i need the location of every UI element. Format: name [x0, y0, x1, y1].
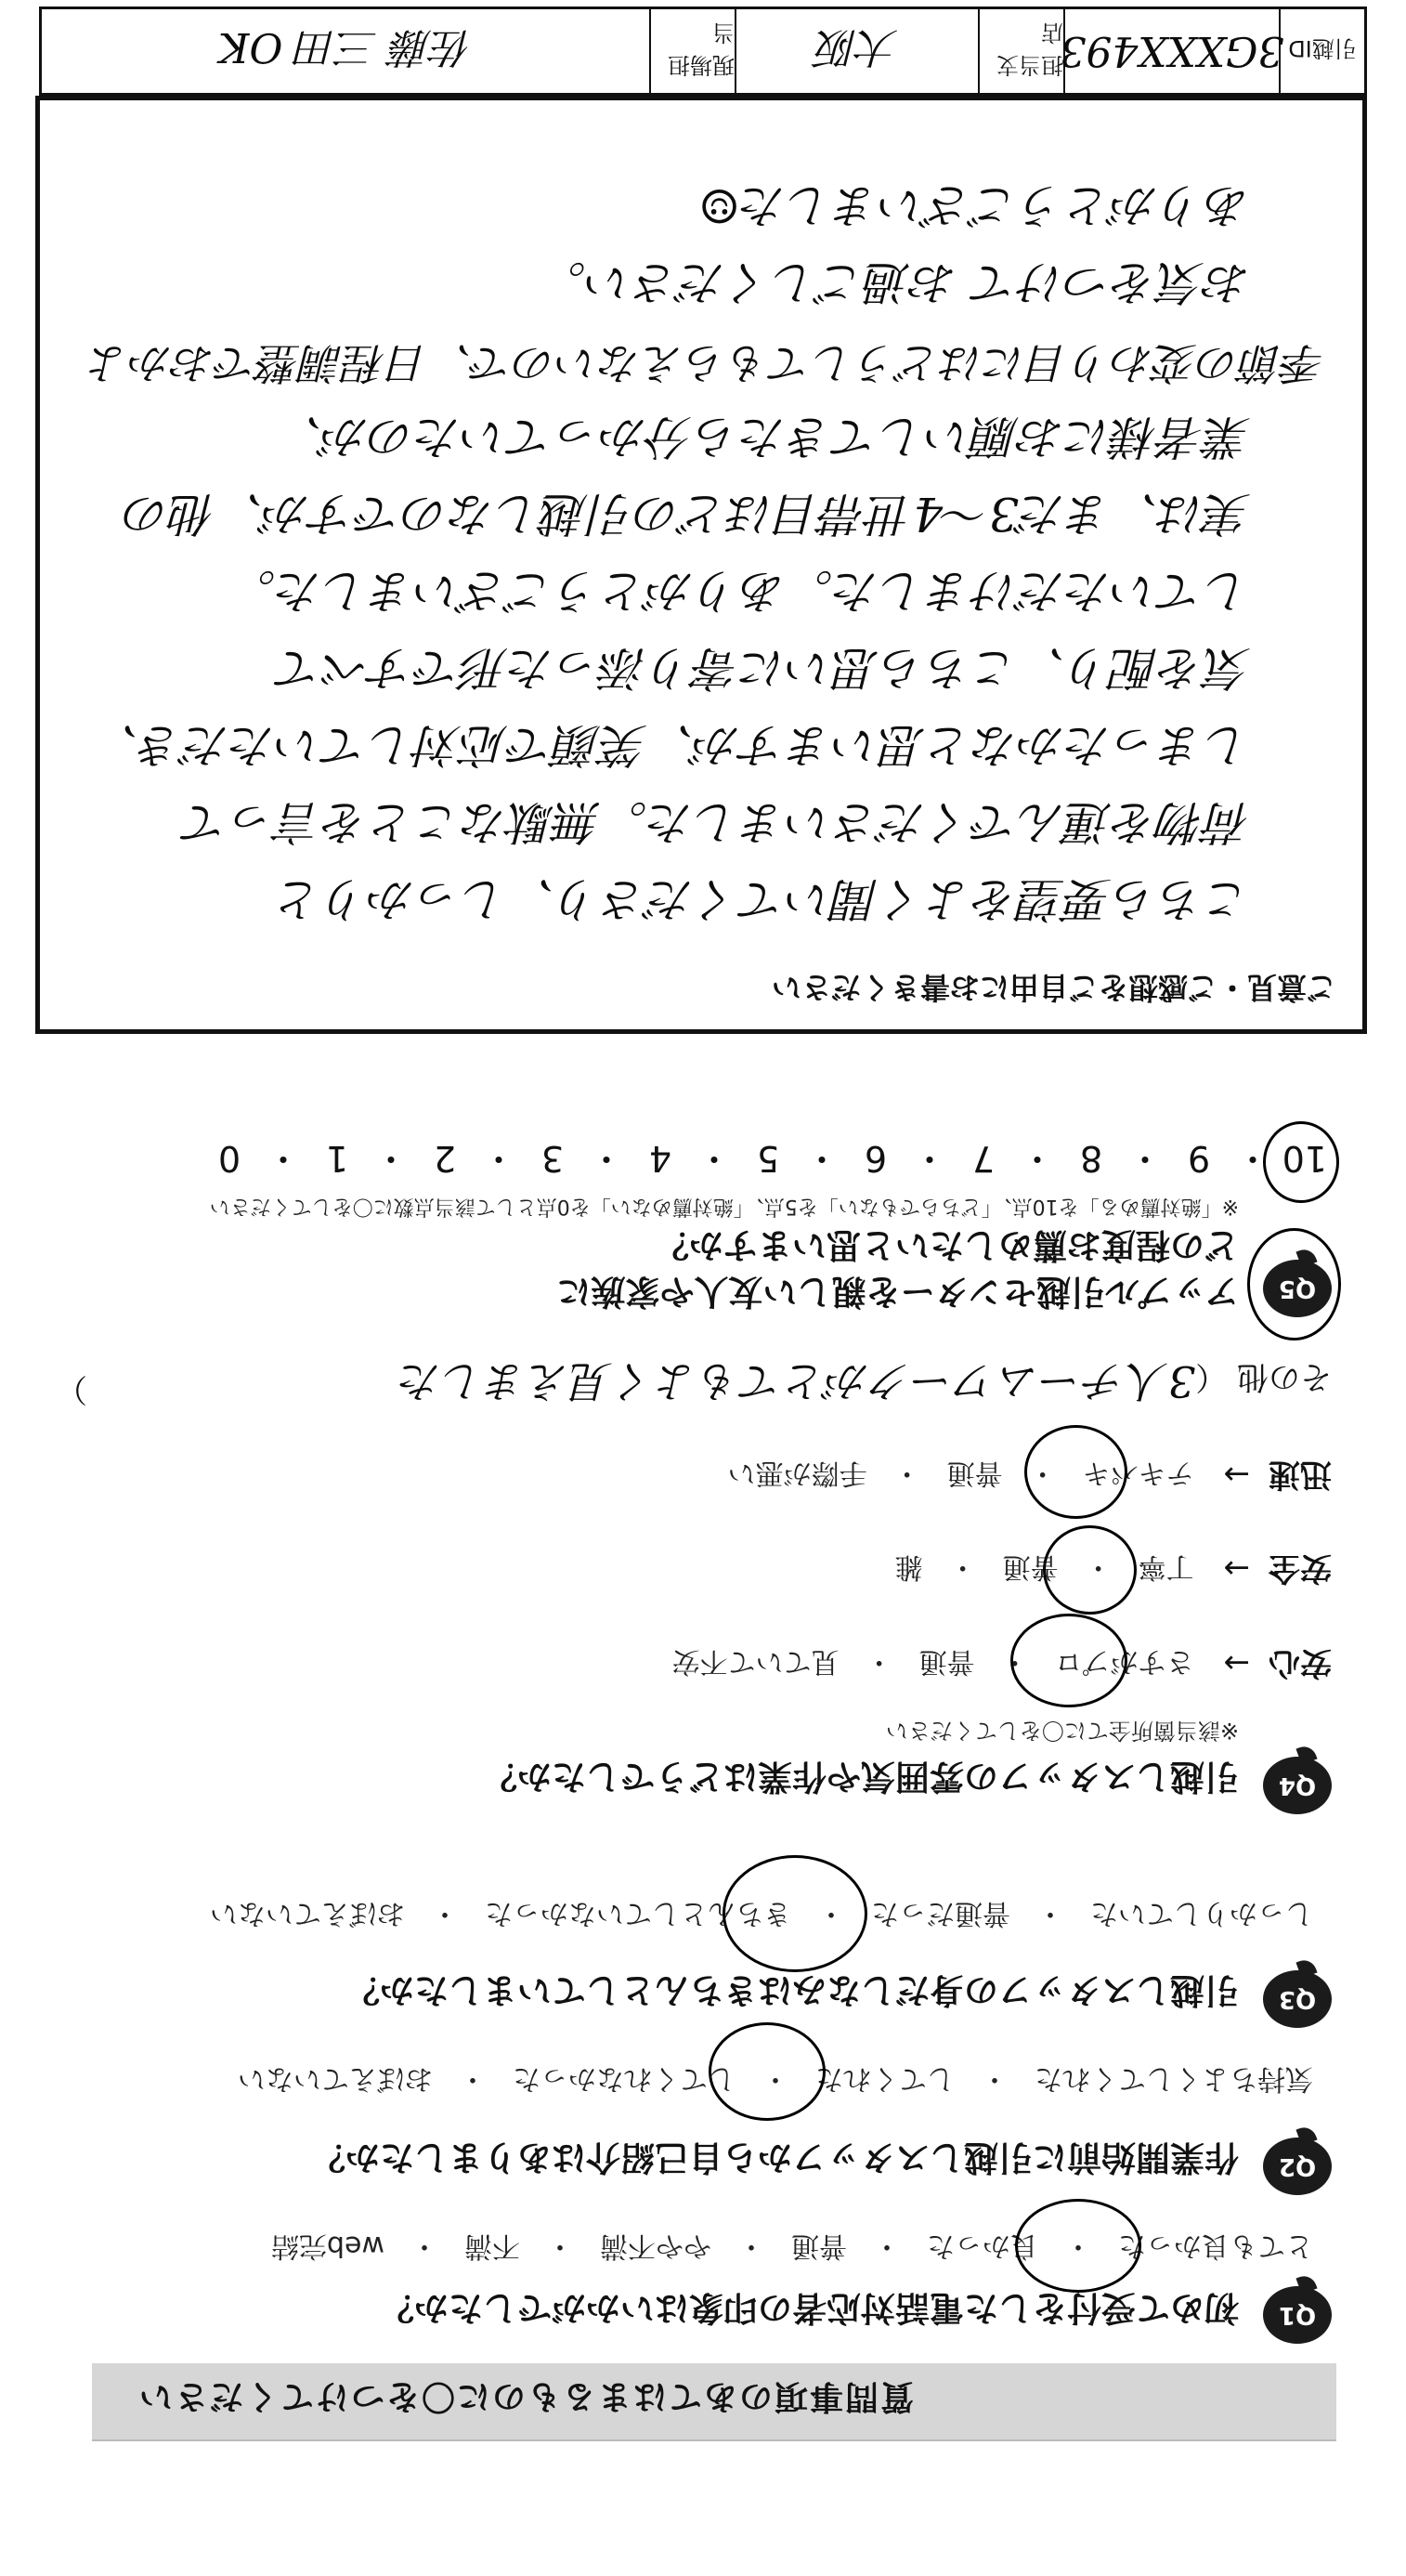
comment-line: 荷物を運んでくださいました。無駄なことを言って — [183, 795, 1251, 849]
q3-option[interactable]: 普通だった — [871, 1897, 1010, 1929]
branch-value: 大阪 — [816, 23, 898, 71]
q4-text: 引越しスタッフの雰囲気や作業はどうでしたか？ — [483, 1757, 1239, 1797]
q5-score-circle — [1263, 1121, 1339, 1203]
q3-option[interactable]: おぼえていない — [210, 1897, 405, 1929]
q4-row-label: 安全 — [1269, 1550, 1332, 1587]
q4-option[interactable]: 丁寧 — [1138, 1550, 1194, 1583]
score-option[interactable]: 2 — [433, 1138, 457, 1179]
comment-line: こちら要望をよく聞いてくださり、しっかりと — [276, 872, 1251, 926]
id-bar — [39, 7, 1367, 96]
score-option[interactable]: 5 — [756, 1138, 780, 1179]
q3-option[interactable]: しっかりしていた — [1090, 1897, 1313, 1929]
score-option[interactable]: 6 — [864, 1138, 888, 1179]
q4-anzen-circle — [1043, 1525, 1137, 1615]
q4-option[interactable]: テキパキ — [1082, 1457, 1194, 1489]
move-id-label: 引越ID — [1279, 9, 1364, 93]
move-id-value: 3GXXX493 — [1060, 27, 1284, 75]
instruction-band — [92, 2363, 1336, 2441]
staff-label: 現場担当 — [649, 9, 735, 93]
q2-text: 作業開始前に引越しスタッフから自己紹介はありましたか？ — [311, 2138, 1239, 2177]
comment-line: 実は、まだ3〜4世帯目ほどの引越しなのですが、他の — [124, 487, 1251, 541]
q3-option[interactable]: きちんとしていなかった — [485, 1897, 791, 1929]
q1-selection-circle — [1015, 2199, 1141, 2293]
score-option[interactable]: 10 — [1282, 1138, 1327, 1179]
q4-row-jinsoku: 迅速→ テキパキ・普通・手際が悪い — [728, 1455, 1332, 1500]
comment-line: しまったかなと思いますが、笑顔で応対していただき、 — [92, 718, 1251, 772]
branch-label: 担当支店 — [978, 9, 1063, 93]
score-option[interactable]: 1 — [325, 1138, 349, 1179]
q1-option[interactable]: 不満 — [464, 2229, 520, 2262]
q4-row-anzen: 安全→ 丁寧・普通・雑 — [895, 1549, 1332, 1594]
q4-other-row: その他 （3人チームワークがとてもよく見えました — [398, 1356, 1332, 1406]
score-option[interactable]: 7 — [971, 1138, 996, 1179]
comments-box — [35, 96, 1367, 1034]
q1-option[interactable]: 良かった — [927, 2229, 1038, 2262]
instruction-text: 質問事項のあてはまるものに〇をつけてください — [137, 2377, 914, 2415]
q4-other-label: その他 — [1237, 1358, 1332, 1395]
q2-option[interactable]: してくれなかった — [513, 2062, 736, 2095]
q4-option[interactable]: さすがプロ — [1054, 1645, 1194, 1678]
q4-option[interactable]: 見ていて不安 — [671, 1645, 840, 1678]
q1-option[interactable]: 普通 — [791, 2229, 847, 2262]
q2-badge: Q2 — [1263, 2138, 1332, 2195]
comment-line: お気をつけて お過ごしください。 — [540, 255, 1251, 309]
comment-line: ありがとうございました☺ — [698, 178, 1251, 232]
score-option[interactable]: 9 — [1187, 1138, 1211, 1179]
q5-badge-circle — [1247, 1228, 1341, 1340]
score-option[interactable]: 3 — [540, 1138, 565, 1179]
q2-options: 気持ちよくしてくれた・してくれた・してくれなかった・おぼえていない — [238, 2061, 1313, 2102]
score-option[interactable]: 0 — [217, 1138, 241, 1179]
staff-value: 佐藤 三田 OK — [218, 23, 473, 71]
q4-option[interactable]: 普通 — [1002, 1550, 1059, 1583]
q4-badge: Q4 — [1263, 1757, 1332, 1814]
q2-option[interactable]: 気持ちよくしてくれた — [1035, 2062, 1313, 2095]
q5-scale: 10・9・8・7・6・5・4・3・2・1・0 — [209, 1136, 1327, 1187]
q4-option[interactable]: 普通 — [946, 1457, 1003, 1489]
score-option[interactable]: 4 — [648, 1138, 672, 1179]
q4-option[interactable]: 雑 — [894, 1550, 923, 1583]
q1-badge: Q1 — [1263, 2286, 1332, 2344]
q2-selection-circle — [709, 2022, 826, 2121]
q4-option[interactable]: 普通 — [918, 1645, 975, 1678]
q2-option[interactable]: おぼえていない — [238, 2062, 433, 2095]
comment-line: 業者様にお願いしてきたら分かっていたのが、 — [276, 410, 1251, 464]
q4-other-close-paren: ） — [56, 1370, 87, 1407]
q5-text-line2: どの程度お薦めしたいと思いますか？ — [655, 1225, 1239, 1265]
q4-row-label: 迅速 — [1269, 1456, 1332, 1493]
score-option[interactable]: 8 — [1079, 1138, 1103, 1179]
q4-option[interactable]: 手際が悪い — [727, 1457, 867, 1489]
q1-option[interactable]: web完結 — [270, 2229, 384, 2262]
q3-options: しっかりしていた・普通だった・きちんとしていなかった・おぼえていない — [210, 1896, 1313, 1937]
q4-other-text[interactable]: 3人チームワークがとてもよく見えました — [398, 1356, 1196, 1406]
q2-option[interactable]: してくれた — [815, 2062, 955, 2095]
q3-badge: Q3 — [1263, 1970, 1332, 2028]
comments-title: ご意見・ご感想をご自由にお書きください — [771, 970, 1336, 1005]
q3-text: 引越しスタッフの身だしなみはきちんとしていましたか？ — [345, 1970, 1239, 2010]
q1-option[interactable]: やや不満 — [600, 2229, 711, 2262]
q4-note: ※該当箇所全てに〇をしてください — [885, 1718, 1239, 1744]
q4-row-anshin: 安心→ さすがプロ・普通・見ていて不安 — [672, 1643, 1332, 1689]
q4-row-label: 安心 — [1269, 1644, 1332, 1681]
q4-anshin-circle — [1010, 1614, 1127, 1707]
q1-text: 初めて受付をした電話対応者の印象はいかがでしたか？ — [380, 2288, 1239, 2328]
comment-line: 季節の変わり目にはどうしてもらえないので、日程調整でおかよ — [86, 338, 1325, 388]
q1-option[interactable]: とても良かった — [1118, 2229, 1313, 2262]
comment-line: していただけました。ありがとうございました。 — [229, 564, 1251, 618]
q5-badge: Q5 — [1263, 1260, 1332, 1317]
q5-text-line1: アップル引越センターを親しい友人や家族に — [556, 1272, 1239, 1312]
comment-line: 気を配り、こちら思いに寄り添った形ですべて — [277, 641, 1251, 695]
q1-options: とても良かった・良かった・普通・やや不満・不満・web完結 — [271, 2229, 1313, 2269]
q3-selection-circle — [723, 1855, 867, 1972]
q4-jinsoku-circle — [1024, 1425, 1127, 1519]
q5-note: ※「絶対薦める」を10点、「どちらでもない」を5点、「絶対薦めない」を0点として該当点数に〇をしてください — [209, 1195, 1239, 1218]
